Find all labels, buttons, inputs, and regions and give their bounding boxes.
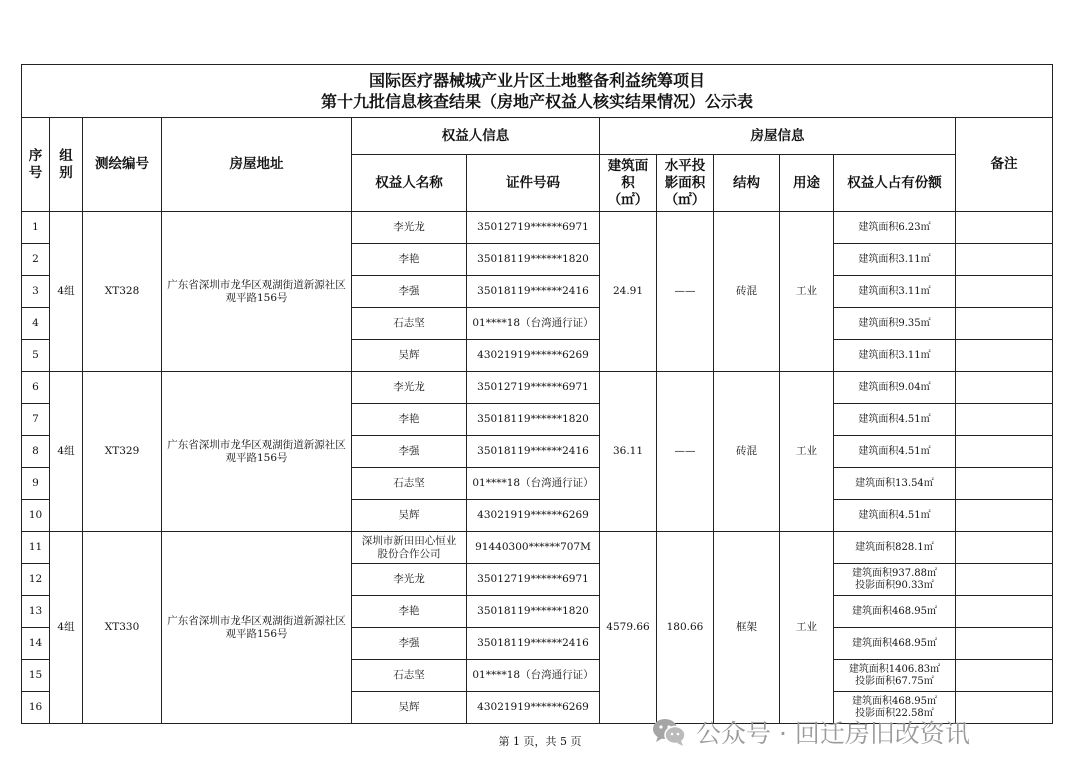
holder-name-cell: 李光龙 xyxy=(352,212,467,244)
structure-cell: 框架 xyxy=(714,532,780,724)
table-title xyxy=(22,65,1053,118)
share-cell: 建筑面积9.35㎡ xyxy=(834,308,956,340)
seq-cell: 2 xyxy=(22,244,50,276)
share-cell: 建筑面积9.04㎡ xyxy=(834,372,956,404)
seq-cell: 12 xyxy=(22,564,50,596)
header-remarks: 备注 xyxy=(956,118,1053,212)
publication-table xyxy=(21,64,1053,724)
table-body xyxy=(22,212,1053,724)
header-id-no: 证件号码 xyxy=(467,155,600,212)
holder-name-cell: 李光龙 xyxy=(352,372,467,404)
watermark xyxy=(652,716,970,748)
header-holder-name: 权益人名称 xyxy=(352,155,467,212)
share-cell: 建筑面积4.51㎡ xyxy=(834,404,956,436)
seq-cell: 15 xyxy=(22,660,50,692)
header-survey-no: 测绘编号 xyxy=(83,118,162,212)
structure-cell: 砖混 xyxy=(714,372,780,532)
seq-cell: 5 xyxy=(22,340,50,372)
id-no-cell: 43021919******6269 xyxy=(467,500,600,532)
remarks-cell xyxy=(956,596,1053,628)
remarks-cell xyxy=(956,276,1053,308)
id-no-cell: 91440300******707M xyxy=(467,532,600,564)
header-holder-info: 权益人信息 xyxy=(352,118,600,155)
id-no-cell: 43021919******6269 xyxy=(467,692,600,724)
proj-area-cell: —— xyxy=(657,212,714,372)
remarks-cell xyxy=(956,340,1053,372)
share-cell: 建筑面积468.95㎡ 投影面积22.58㎡ xyxy=(834,692,956,724)
remarks-cell xyxy=(956,564,1053,596)
table-row xyxy=(22,372,1053,404)
survey-no-cell: XT330 xyxy=(83,532,162,724)
holder-name-cell: 吴辉 xyxy=(352,340,467,372)
address-cell: 广东省深圳市龙华区观湖街道新源社区观平路156号 xyxy=(162,532,352,724)
group-cell: 4组 xyxy=(50,212,83,372)
seq-cell: 4 xyxy=(22,308,50,340)
remarks-cell xyxy=(956,500,1053,532)
usage-cell: 工业 xyxy=(780,372,834,532)
holder-name-cell: 石志坚 xyxy=(352,468,467,500)
remarks-cell xyxy=(956,692,1053,724)
share-cell: 建筑面积3.11㎡ xyxy=(834,340,956,372)
header-share: 权益人占有份额 xyxy=(834,155,956,212)
share-cell: 建筑面积13.54㎡ xyxy=(834,468,956,500)
id-no-cell: 35018119******2416 xyxy=(467,436,600,468)
holder-name-cell: 李强 xyxy=(352,628,467,660)
floor-area-cell: 24.91 xyxy=(600,212,657,372)
survey-no-cell: XT329 xyxy=(83,372,162,532)
share-cell: 建筑面积4.51㎡ xyxy=(834,500,956,532)
share-cell: 建筑面积828.1㎡ xyxy=(834,532,956,564)
holder-name-cell: 石志坚 xyxy=(352,660,467,692)
publication-sheet xyxy=(21,64,1052,724)
id-no-cell: 35018119******1820 xyxy=(467,244,600,276)
holder-name-cell: 深圳市新田田心恒业股份合作公司 xyxy=(352,532,467,564)
table-row xyxy=(22,532,1053,564)
usage-cell: 工业 xyxy=(780,532,834,724)
holder-name-cell: 吴辉 xyxy=(352,692,467,724)
share-cell: 建筑面积6.23㎡ xyxy=(834,212,956,244)
table-row xyxy=(22,212,1053,244)
seq-cell: 13 xyxy=(22,596,50,628)
remarks-cell xyxy=(956,372,1053,404)
id-no-cell: 35012719******6971 xyxy=(467,212,600,244)
id-no-cell: 01****18（台湾通行证） xyxy=(467,660,600,692)
floor-area-cell: 36.11 xyxy=(600,372,657,532)
seq-cell: 11 xyxy=(22,532,50,564)
structure-cell: 砖混 xyxy=(714,212,780,372)
share-cell: 建筑面积468.95㎡ xyxy=(834,596,956,628)
header-house-info: 房屋信息 xyxy=(600,118,956,155)
header-floor-area: 建筑面积（㎡） xyxy=(600,155,657,212)
id-no-cell: 01****18（台湾通行证） xyxy=(467,308,600,340)
wechat-icon xyxy=(652,717,686,747)
remarks-cell xyxy=(956,660,1053,692)
header-seq: 序号 xyxy=(22,118,50,212)
header-proj-area: 水平投影面积（㎡） xyxy=(657,155,714,212)
remarks-cell xyxy=(956,532,1053,564)
id-no-cell: 35012719******6971 xyxy=(467,564,600,596)
proj-area-cell: 180.66 xyxy=(657,532,714,724)
seq-cell: 1 xyxy=(22,212,50,244)
page-footer: 第 1 页，共 5 页 xyxy=(498,735,582,748)
title-line-1: 国际医疗器械城产业片区土地整备利益统筹项目 xyxy=(369,71,706,90)
share-cell: 建筑面积3.11㎡ xyxy=(834,244,956,276)
header-structure: 结构 xyxy=(714,155,780,212)
address-cell: 广东省深圳市龙华区观湖街道新源社区观平路156号 xyxy=(162,372,352,532)
share-cell: 建筑面积1406.83㎡ 投影面积67.75㎡ xyxy=(834,660,956,692)
id-no-cell: 35018119******1820 xyxy=(467,404,600,436)
share-cell: 建筑面积937.88㎡ 投影面积90.33㎡ xyxy=(834,564,956,596)
seq-cell: 14 xyxy=(22,628,50,660)
group-cell: 4组 xyxy=(50,372,83,532)
id-no-cell: 35018119******2416 xyxy=(467,276,600,308)
seq-cell: 9 xyxy=(22,468,50,500)
header-group: 组别 xyxy=(50,118,83,212)
id-no-cell: 35018119******2416 xyxy=(467,628,600,660)
seq-cell: 6 xyxy=(22,372,50,404)
holder-name-cell: 石志坚 xyxy=(352,308,467,340)
share-cell: 建筑面积4.51㎡ xyxy=(834,436,956,468)
seq-cell: 7 xyxy=(22,404,50,436)
group-cell: 4组 xyxy=(50,532,83,724)
id-no-cell: 35018119******1820 xyxy=(467,596,600,628)
address-cell: 广东省深圳市龙华区观湖街道新源社区观平路156号 xyxy=(162,212,352,372)
seq-cell: 8 xyxy=(22,436,50,468)
title-line-2: 第十九批信息核查结果（房地产权益人核实结果情况）公示表 xyxy=(321,92,754,111)
survey-no-cell: XT328 xyxy=(83,212,162,372)
header-address: 房屋地址 xyxy=(162,118,352,212)
seq-cell: 3 xyxy=(22,276,50,308)
holder-name-cell: 李强 xyxy=(352,276,467,308)
proj-area-cell: —— xyxy=(657,372,714,532)
id-no-cell: 35012719******6971 xyxy=(467,372,600,404)
remarks-cell xyxy=(956,212,1053,244)
remarks-cell xyxy=(956,468,1053,500)
remarks-cell xyxy=(956,244,1053,276)
floor-area-cell: 4579.66 xyxy=(600,532,657,724)
holder-name-cell: 李艳 xyxy=(352,244,467,276)
seq-cell: 10 xyxy=(22,500,50,532)
watermark-text: 公众号 · 回迁房旧改资讯 xyxy=(696,719,970,748)
id-no-cell: 43021919******6269 xyxy=(467,340,600,372)
remarks-cell xyxy=(956,628,1053,660)
share-cell: 建筑面积468.95㎡ xyxy=(834,628,956,660)
holder-name-cell: 李强 xyxy=(352,436,467,468)
remarks-cell xyxy=(956,436,1053,468)
id-no-cell: 01****18（台湾通行证） xyxy=(467,468,600,500)
header-usage: 用途 xyxy=(780,155,834,212)
remarks-cell xyxy=(956,404,1053,436)
holder-name-cell: 李艳 xyxy=(352,404,467,436)
remarks-cell xyxy=(956,308,1053,340)
holder-name-cell: 李光龙 xyxy=(352,564,467,596)
share-cell: 建筑面积3.11㎡ xyxy=(834,276,956,308)
seq-cell: 16 xyxy=(22,692,50,724)
holder-name-cell: 吴辉 xyxy=(352,500,467,532)
holder-name-cell: 李艳 xyxy=(352,596,467,628)
usage-cell: 工业 xyxy=(780,212,834,372)
